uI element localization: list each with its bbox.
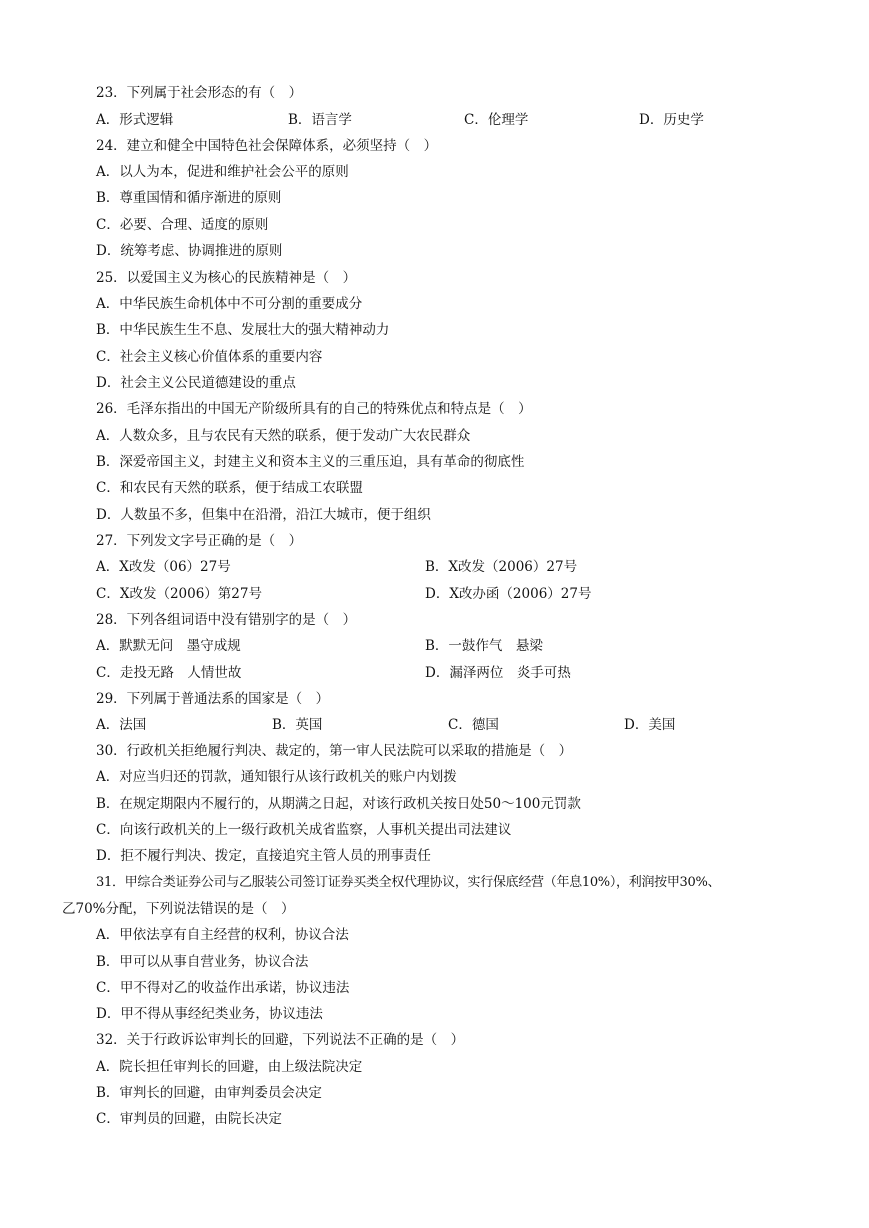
question-30-option-c: C．向该行政机关的上一级行政机关成省监察，人事机关提出司法建议 (96, 822, 512, 838)
question-31-stem-line1: 31．甲综合类证券公司与乙服装公司签订证券买类全权代理协议，实行保底经营（年息10%），利润按甲30%、 (96, 875, 721, 890)
question-28-stem: 28．下列各组词语中没有错别字的是（ ） (96, 612, 357, 628)
question-24-stem: 24．建立和健全中国特色社会保障体系，必须坚持（ ） (96, 138, 438, 154)
question-26-option-b: B．深爱帝国主义，封建主义和资本主义的三重压迫，具有革命的彻底性 (96, 454, 525, 470)
question-23-option-d: D．历史学 (639, 112, 704, 128)
question-30-stem: 30．行政机关拒绝履行判决、裁定的，第一审人民法院可以采取的措施是（ ） (96, 743, 573, 759)
question-26-option-d: D．人数虽不多，但集中在沿滑，沿江大城市，便于组织 (96, 507, 431, 523)
question-28-option-c: C．走投无路 人情世故 (96, 665, 242, 681)
question-31-option-c: C．甲不得对乙的收益作出承诺，协议违法 (96, 980, 350, 996)
question-29-stem: 29．下列属于普通法系的国家是（ ） (96, 691, 330, 707)
question-30-option-a: A．对应当归还的罚款，通知银行从该行政机关的账户内划拨 (96, 769, 457, 785)
question-29-option-d: D．美国 (624, 717, 676, 733)
question-27-stem: 27．下列发文字号正确的是（ ） (96, 533, 303, 549)
question-25-option-c: C．社会主义核心价值体系的重要内容 (96, 349, 323, 365)
question-24-option-c: C．必要、合理、适度的原则 (96, 217, 269, 233)
question-31-option-d: D．甲不得从事经纪类业务，协议违法 (96, 1006, 323, 1022)
question-24-option-b: B．尊重国情和循序渐进的原则 (96, 190, 282, 206)
question-29-option-c: C．德国 (448, 717, 499, 733)
question-29-option-a: A．法国 (96, 717, 147, 733)
question-31-option-a: A．甲依法享有自主经营的权利，协议合法 (96, 927, 349, 943)
question-27-option-a: A．X改发（06）27号 (96, 559, 231, 575)
question-23-option-b: B．语言学 (288, 112, 352, 128)
question-25-option-a: A．中华民族生命机体中不可分割的重要成分 (96, 296, 363, 312)
question-32-stem: 32．关于行政诉讼审判长的回避，下列说法不正确的是（ ） (96, 1032, 465, 1048)
question-28-option-a: A．默默无问 墨守成规 (96, 638, 241, 654)
question-25-option-b: B．中华民族生生不息、发展壮大的强大精神动力 (96, 322, 390, 338)
question-30-option-d: D．拒不履行判决、拨定，直接追究主管人员的刑事责任 (96, 848, 431, 864)
question-32-option-b: B．审判长的回避，由审判委员会决定 (96, 1085, 322, 1101)
question-28-option-b: B．一鼓作气 悬梁 (425, 638, 543, 654)
question-27-option-c: C．X改发（2006）第27号 (96, 586, 262, 602)
question-25-option-d: D．社会主义公民道德建设的重点 (96, 375, 296, 391)
question-32-option-c: C．审判员的回避，由院长决定 (96, 1111, 282, 1127)
question-25-stem: 25．以爱国主义为核心的民族精神是（ ） (96, 270, 357, 286)
question-31-stem-line2: 乙70%分配，下列说法错误的是（ ） (62, 901, 295, 917)
question-30-option-b: B．在规定期限内不履行的，从期满之日起，对该行政机关按日处50～100元罚款 (96, 796, 581, 812)
question-28-option-d: D．漏泽两位 炎手可热 (425, 665, 571, 681)
question-31-option-b: B．甲可以从事自营业务，协议合法 (96, 954, 309, 970)
question-23-stem: 23．下列属于社会形态的有（ ） (96, 85, 303, 101)
question-26-option-a: A．人数众多，且与农民有天然的联系，便于发动广大农民群众 (96, 428, 471, 444)
question-32-option-a: A．院长担任审判长的回避，由上级法院决定 (96, 1059, 363, 1075)
question-24-option-a: A．以人为本，促进和维护社会公平的原则 (96, 164, 349, 180)
question-23-option-c: C．伦理学 (464, 112, 529, 128)
question-29-option-b: B．英国 (272, 717, 323, 733)
question-26-option-c: C．和农民有天然的联系，便于结成工农联盟 (96, 480, 363, 496)
question-24-option-d: D．统筹考虑、协调推进的原则 (96, 243, 283, 259)
question-26-stem: 26．毛泽东指出的中国无产阶级所具有的自己的特殊优点和特点是（ ） (96, 401, 532, 417)
question-23-option-a: A．形式逻辑 (96, 112, 174, 128)
question-27-option-b: B．X改发（2006）27号 (425, 559, 578, 575)
question-27-option-d: D．X改办函（2006）27号 (425, 586, 592, 602)
